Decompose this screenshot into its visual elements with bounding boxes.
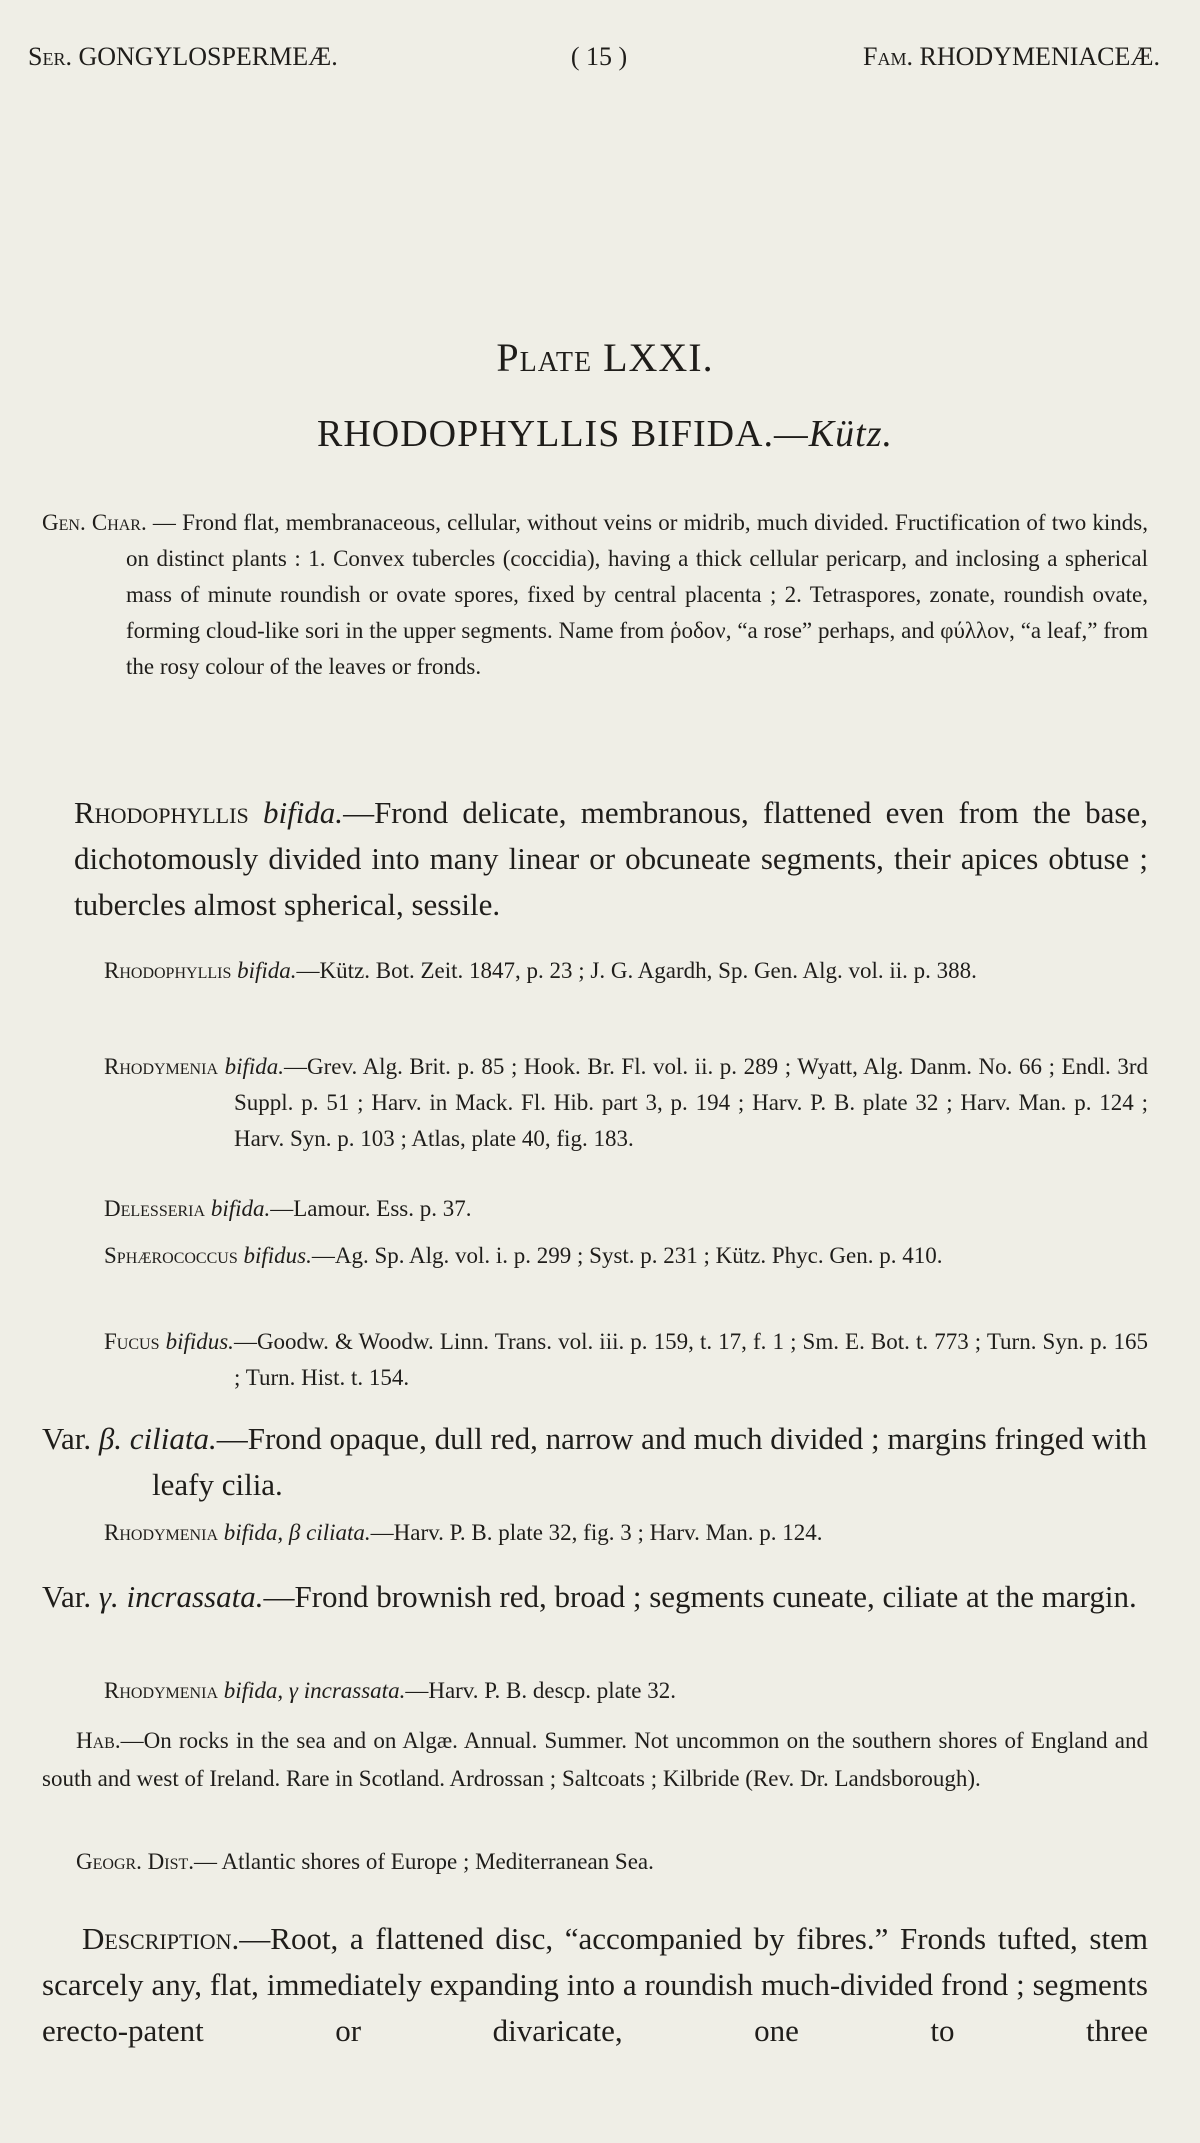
variety-ref-text: —Harv. P. B. descp. plate 32. xyxy=(405,1678,676,1703)
diagnosis-text: —Frond delicate, membranous, flattened even from the base, dichotomously divided into many linear or obcuneate segments, their apices obtuse ; tubercles almost spherical, sessile. xyxy=(74,795,1148,922)
habitat xyxy=(42,1722,1148,1798)
species-name: RHODOPHYLLIS BIFIDA. xyxy=(316,413,775,455)
synonym-epithet: bifidus. xyxy=(165,1329,234,1354)
geogr-label: Geogr. Dist. xyxy=(76,1849,195,1874)
synonym-genus: Fucus xyxy=(104,1329,160,1354)
geographic-distribution xyxy=(76,1844,1148,1880)
variety-incrassata xyxy=(42,1574,1148,1620)
variety-text: —Frond brownish red, broad ; segments cuneate, ciliate at the margin. xyxy=(263,1579,1137,1614)
synonym-entry xyxy=(104,1324,1148,1396)
running-header xyxy=(28,42,1160,82)
synonym-text: —Kütz. Bot. Zeit. 1847, p. 23 ; J. G. Agardh, Sp. Gen. Alg. vol. ii. p. 388. xyxy=(296,958,977,983)
page-number: ( 15 ) xyxy=(570,42,628,71)
diagnosis-genus: Rhodophyllis xyxy=(74,795,249,830)
variety-name: β. ciliata. xyxy=(98,1421,217,1456)
synonym-epithet: bifida. xyxy=(224,1054,285,1079)
variety-ref-epithet: bifida, γ incrassata. xyxy=(223,1678,406,1703)
variety-ref-genus: Rhodymenia xyxy=(104,1520,218,1545)
gen-char-text: — Frond flat, membranaceous, cellular, without veins or midrib, much divided. Fructification of two kinds, on distinct plants : 1. Convex tubercles (coccidia), having a thick cellular pericarp, and inclosing a spherical mass of minute roundish or ovate spores, fixed by central placenta ; 2. Tetraspores, zonate, roundish ovate, forming cloud-like sori in the upper segments. Name from ῥοδον, “a rose” perhaps, and φύλλον, “a leaf,” from the rosy colour of the leaves or fronds. xyxy=(126,510,1148,679)
synonym-epithet: bifida. xyxy=(237,958,297,983)
generic-character xyxy=(42,505,1148,685)
species-diagnosis xyxy=(74,790,1148,928)
synonym-text: —Grev. Alg. Brit. p. 85 ; Hook. Br. Fl. vol. ii. p. 289 ; Wyatt, Alg. Danm. No. 66 ; Endl. 3rd Suppl. p. 51 ; Harv. in Mack. Fl. Hib. part 3, p. 194 ; Harv. P. B. plate 32 ; Harv. Man. p. 124 ; Harv. Syn. p. 103 ; Atlas, plate 40, fig. 183. xyxy=(234,1054,1148,1151)
synonym-entry xyxy=(104,953,1148,989)
species-author: —Kütz. xyxy=(774,413,893,455)
synonym-epithet: bifida. xyxy=(210,1196,271,1221)
plate-title: Plate LXXI. xyxy=(496,335,714,380)
synonym-entry xyxy=(104,1191,1148,1227)
variety-ciliata xyxy=(42,1416,1148,1508)
description xyxy=(42,1916,1148,2054)
synonym-genus: Sphærococcus xyxy=(104,1243,238,1268)
synonym-entry xyxy=(104,1049,1148,1157)
variety-text: —Frond opaque, dull red, narrow and much divided ; margins fringed with leafy cilia. xyxy=(152,1421,1147,1502)
synonym-genus: Rhodymenia xyxy=(104,1054,218,1079)
variety-ref-genus: Rhodymenia xyxy=(104,1678,218,1703)
description-label: Description. xyxy=(82,1921,240,1956)
variety-reference xyxy=(104,1673,1148,1709)
species-title xyxy=(0,412,1200,456)
header-family: Fam. RHODYMENIACEÆ. xyxy=(863,42,1160,71)
synonym-entry xyxy=(104,1238,1148,1274)
header-series: Ser. GONGYLOSPERMEÆ. xyxy=(28,42,338,71)
variety-label: Var. xyxy=(42,1579,92,1614)
synonym-text: —Goodw. & Woodw. Linn. Trans. vol. iii. p. 159, t. 17, f. 1 ; Sm. E. Bot. t. 773 ; Turn. Syn. p. 165 ; Turn. Hist. t. 154. xyxy=(233,1329,1148,1390)
variety-name: γ. incrassata. xyxy=(98,1579,264,1614)
gen-char-label: Gen. Char. xyxy=(42,510,147,535)
synonym-genus: Delesseria xyxy=(104,1196,206,1221)
variety-ref-epithet: bifida, β ciliata. xyxy=(223,1520,371,1545)
variety-reference xyxy=(104,1515,1148,1551)
synonym-text: —Ag. Sp. Alg. vol. i. p. 299 ; Syst. p. 231 ; Kütz. Phyc. Gen. p. 410. xyxy=(311,1243,943,1268)
synonym-epithet: bifidus. xyxy=(243,1243,312,1268)
variety-label: Var. xyxy=(42,1421,92,1456)
synonym-genus: Rhodophyllis xyxy=(104,958,232,983)
geogr-text: — Atlantic shores of Europe ; Mediterranean Sea. xyxy=(194,1849,654,1874)
variety-ref-text: —Harv. P. B. plate 32, fig. 3 ; Harv. Man. p. 124. xyxy=(370,1520,823,1545)
habitat-text: —On rocks in the sea and on Algæ. Annual. Summer. Not uncommon on the southern shores of England and south and west of Ireland. Rare in Scotland. Ardrossan ; Saltcoats ; Kilbride (Rev. Dr. Landsborough). xyxy=(42,1728,1148,1791)
diagnosis-species: bifida. xyxy=(262,795,344,830)
habitat-label: Hab. xyxy=(76,1728,121,1753)
synonym-text: —Lamour. Ess. p. 37. xyxy=(270,1196,472,1221)
description-text: —Root, a flattened disc, “accompanied by fibres.” Fronds tufted, stem scarcely any, flat, immediately expanding into a roundish much-divided frond ; segments erecto-patent or divaricate, one to three xyxy=(42,1921,1148,2048)
